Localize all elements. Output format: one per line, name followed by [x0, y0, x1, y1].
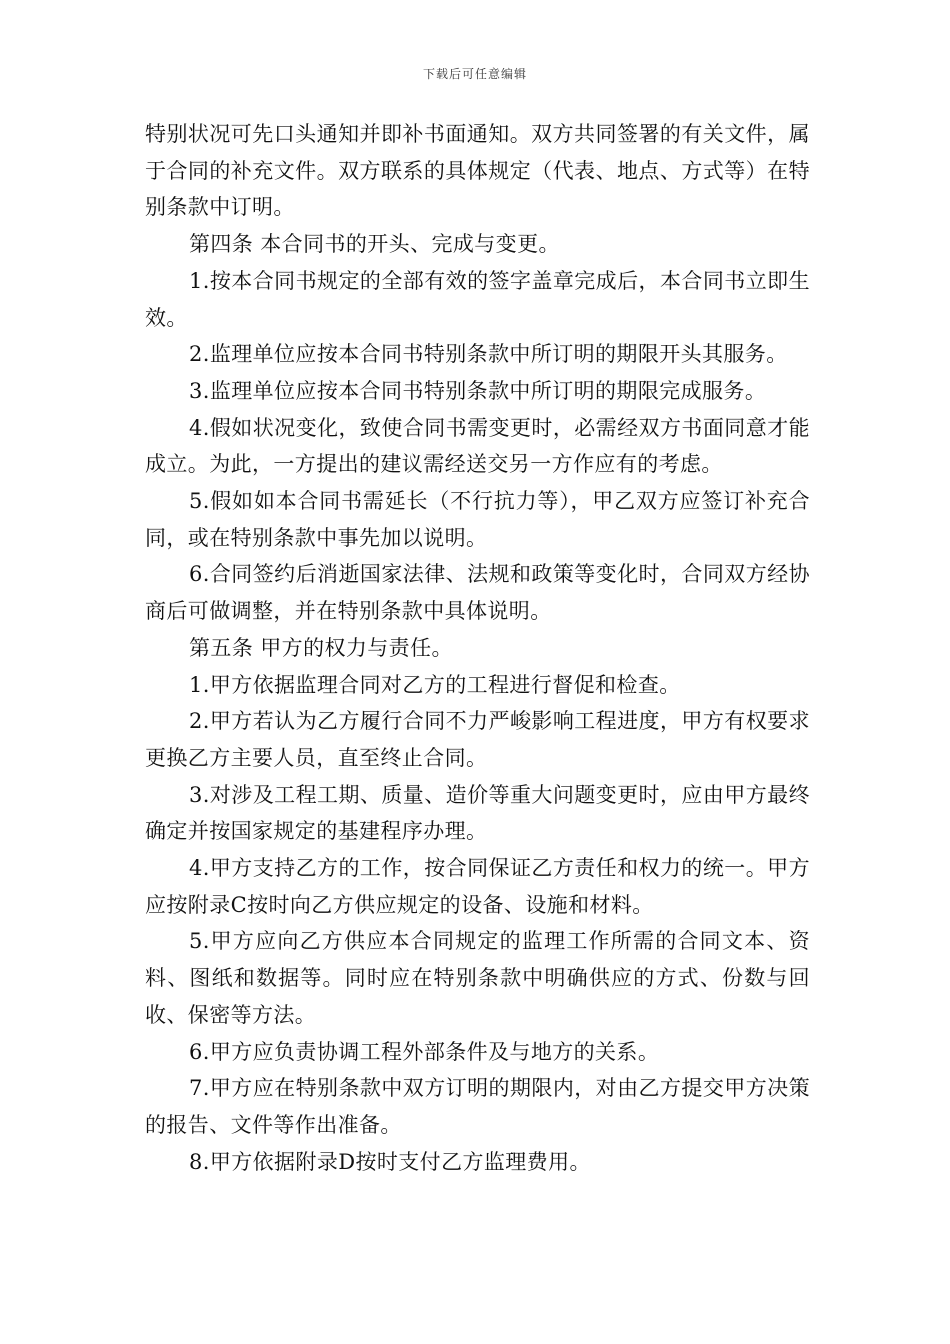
paragraph: 5.假如如本合同书需延长（不行抗力等），甲乙双方应签订补充合同，或在特别条款中事先加以说明。 — [145, 489, 810, 550]
paragraph: 6.甲方应负责协调工程外部条件及与地方的关系。 — [189, 1039, 660, 1064]
paragraph: 1.甲方依据监理合同对乙方的工程进行督促和检查。 — [189, 672, 681, 697]
paragraph: 5.甲方应向乙方供应本合同规定的监理工作所需的合同文本、资料、图纸和数据等。同时应在特别条款中明确供应的方式、份数与回收、保密等方法。 — [145, 929, 810, 1027]
paragraph: 2.甲方若认为乙方履行合同不力严峻影响工程进度，甲方有权要求更换乙方主要人员，直至终止合同。 — [145, 709, 810, 770]
paragraph: 4.甲方支持乙方的工作，按合同保证乙方责任和权力的统一。甲方应按附录C按时向乙方供应规定的设备、设施和材料。 — [145, 856, 810, 917]
article-heading: 第五条 甲方的权力与责任。 — [189, 635, 453, 660]
article-heading: 第四条 本合同书的开头、完成与变更。 — [189, 232, 560, 257]
paragraph: 1.按本合同书规定的全部有效的签字盖章完成后，本合同书立即生效。 — [145, 268, 810, 330]
paragraph: 特别状况可先口头通知并即补书面通知。双方共同签署的有关文件，属于合同的补充文件。双方联系的具体规定（代表、地点、方式等）在特别条款中订明。 — [145, 122, 810, 220]
paragraph: 6.合同签约后消逝国家法律、法规和政策等变化时，合同双方经协商后可做调整，并在特别条款中具体说明。 — [145, 562, 810, 624]
paragraph: 2.监理单位应按本合同书特别条款中所订明的期限开头其服务。 — [189, 342, 788, 367]
paragraph: 8.甲方依据附录D按时支付乙方监理费用。 — [189, 1149, 591, 1174]
paragraph: 7.甲方应在特别条款中双方订明的期限内，对由乙方提交甲方决策的报告、文件等作出准备。 — [145, 1076, 810, 1137]
paragraph: 4.假如状况变化，致使合同书需变更时，必需经双方书面同意才能成立。为此，一方提出的建议需经送交另一方作应有的考虑。 — [145, 415, 810, 477]
page-header: 下载后可任意编辑 — [422, 67, 527, 81]
paragraph: 3.监理单位应按本合同书特别条款中所订明的期限完成服务。 — [189, 378, 767, 403]
paragraph: 3.对涉及工程工期、质量、造价等重大问题变更时，应由甲方最终确定并按国家规定的基建程序办理。 — [145, 782, 810, 844]
document-body — [145, 116, 810, 1180]
